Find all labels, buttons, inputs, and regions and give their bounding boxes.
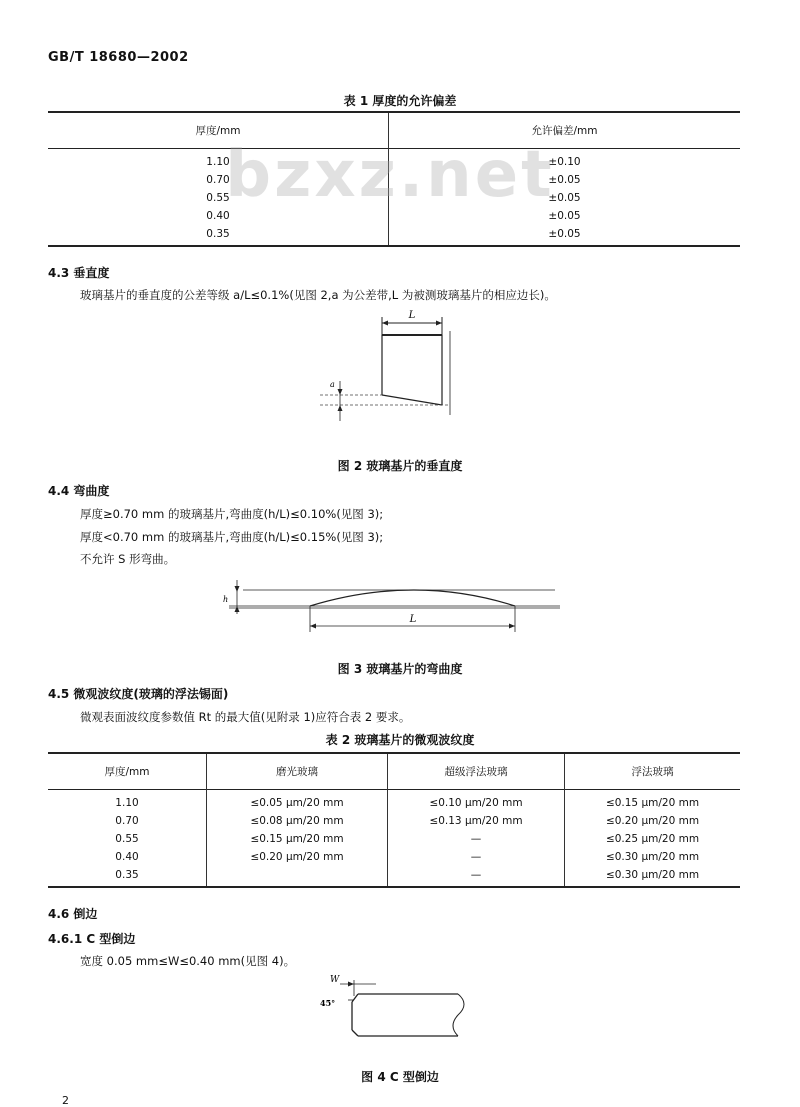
table-cell: ±0.05 — [389, 225, 741, 246]
table-cell: ≤0.08 μm/20 mm — [207, 812, 388, 830]
figure-4-label-W: W — [330, 975, 340, 985]
table-cell: — — [388, 848, 565, 866]
table2-col-thickness: 厚度/mm — [48, 753, 207, 789]
table-row — [48, 830, 740, 848]
table-row — [48, 789, 740, 812]
section-4-5-text: 微观表面波纹度参数值 Rt 的最大值(见附录 1)应符合表 2 要求。 — [80, 710, 411, 724]
table-cell: ≤0.30 μm/20 mm — [605, 850, 700, 863]
section-4-4-line1: 厚度≥0.70 mm 的玻璃基片,弯曲度(h/L)≤0.10%(见图 3); — [80, 507, 384, 521]
table-cell: 0.40 — [48, 207, 389, 225]
table-cell: ≤0.10 μm/20 mm — [388, 789, 565, 812]
table-cell: 1.10 — [48, 148, 389, 171]
table-row — [48, 812, 740, 830]
figure-4-label-angle: 45° — [320, 998, 336, 1008]
table1-col-tolerance: 允许偏差/mm — [531, 124, 598, 137]
table-cell: 0.70 — [48, 812, 207, 830]
page-number: 2 — [62, 1094, 69, 1107]
table2-caption: 表 2 玻璃基片的微观波纹度 — [325, 733, 475, 747]
table-cell: — — [388, 830, 565, 848]
table-cell — [207, 866, 388, 887]
figure-3-label-h: h — [223, 595, 229, 604]
table2-header-row — [48, 753, 740, 789]
table2-col-float: 浮法玻璃 — [631, 765, 674, 778]
table-cell: ≤0.30 μm/20 mm — [565, 866, 741, 887]
table2-micro-waviness — [48, 752, 740, 888]
table-cell: ≤0.25 μm/20 mm — [605, 832, 700, 845]
figure-3-label-L: L — [409, 614, 417, 625]
section-4-5-heading: 4.5 微观波纹度(玻璃的浮法锡面) — [48, 687, 229, 701]
table-cell: 0.35 — [48, 225, 389, 246]
standard-number-header: GB/T 18680—2002 — [48, 50, 189, 65]
table-cell: 0.70 — [48, 171, 389, 189]
table-row — [48, 848, 740, 866]
section-4-6-heading: 4.6 倒边 — [48, 907, 98, 921]
table-cell: ±0.05 — [548, 191, 581, 204]
section-4-6-1-text: 宽度 0.05 mm≤W≤0.40 mm(见图 4)。 — [80, 954, 296, 968]
section-4-3-text: 玻璃基片的垂直度的公差等级 a/L≤0.1%(见图 2,a 为公差带,L 为被测玻璃基片的相应边长)。 — [80, 288, 556, 302]
table1-col-thickness: 厚度/mm — [48, 112, 389, 148]
table-cell: ±0.05 — [548, 209, 581, 222]
figure-3-bow — [215, 572, 580, 642]
table-cell: ≤0.05 μm/20 mm — [207, 789, 388, 812]
table-cell: 0.40 — [48, 848, 207, 866]
table2-col-super-float: 超级浮法玻璃 — [388, 753, 565, 789]
table-cell: ≤0.20 μm/20 mm — [605, 814, 700, 827]
table-row — [48, 866, 740, 887]
table-cell: 0.55 — [48, 189, 389, 207]
table-cell: — — [388, 866, 565, 887]
figure-4-c-chamfer — [318, 970, 478, 1050]
table-cell: ±0.10 — [548, 155, 581, 168]
table1-caption: 表 1 厚度的允许偏差 — [343, 94, 457, 108]
table2-col-polished: 磨光玻璃 — [207, 753, 388, 789]
section-4-6-1-heading: 4.6.1 C 型倒边 — [48, 932, 136, 946]
table-cell: 1.10 — [48, 789, 207, 812]
section-4-4-heading: 4.4 弯曲度 — [48, 484, 110, 498]
table-cell: 0.55 — [48, 830, 207, 848]
watermark-logo: bzxz.net — [225, 138, 555, 212]
section-4-4-line3: 不允许 S 形弯曲。 — [80, 552, 176, 566]
figure-2-label-L: L — [408, 310, 416, 321]
section-4-3-heading: 4.3 垂直度 — [48, 266, 110, 280]
figure-2-perpendicularity — [300, 305, 480, 435]
table-cell: 0.35 — [48, 866, 207, 887]
table-cell: ≤0.15 μm/20 mm — [605, 796, 700, 809]
figure-3-caption: 图 3 玻璃基片的弯曲度 — [337, 662, 463, 676]
table-cell: ±0.05 — [548, 173, 581, 186]
table-row — [48, 225, 740, 246]
table-cell: ≤0.15 μm/20 mm — [207, 830, 388, 848]
section-4-4-line2: 厚度<0.70 mm 的玻璃基片,弯曲度(h/L)≤0.15%(见图 3); — [80, 530, 384, 544]
figure-4-caption: 图 4 C 型倒边 — [361, 1070, 439, 1084]
figure-2-caption: 图 2 玻璃基片的垂直度 — [337, 459, 463, 473]
table-cell: ≤0.13 μm/20 mm — [388, 812, 565, 830]
figure-2-label-a: a — [330, 380, 335, 389]
table-cell: ≤0.20 μm/20 mm — [207, 848, 388, 866]
